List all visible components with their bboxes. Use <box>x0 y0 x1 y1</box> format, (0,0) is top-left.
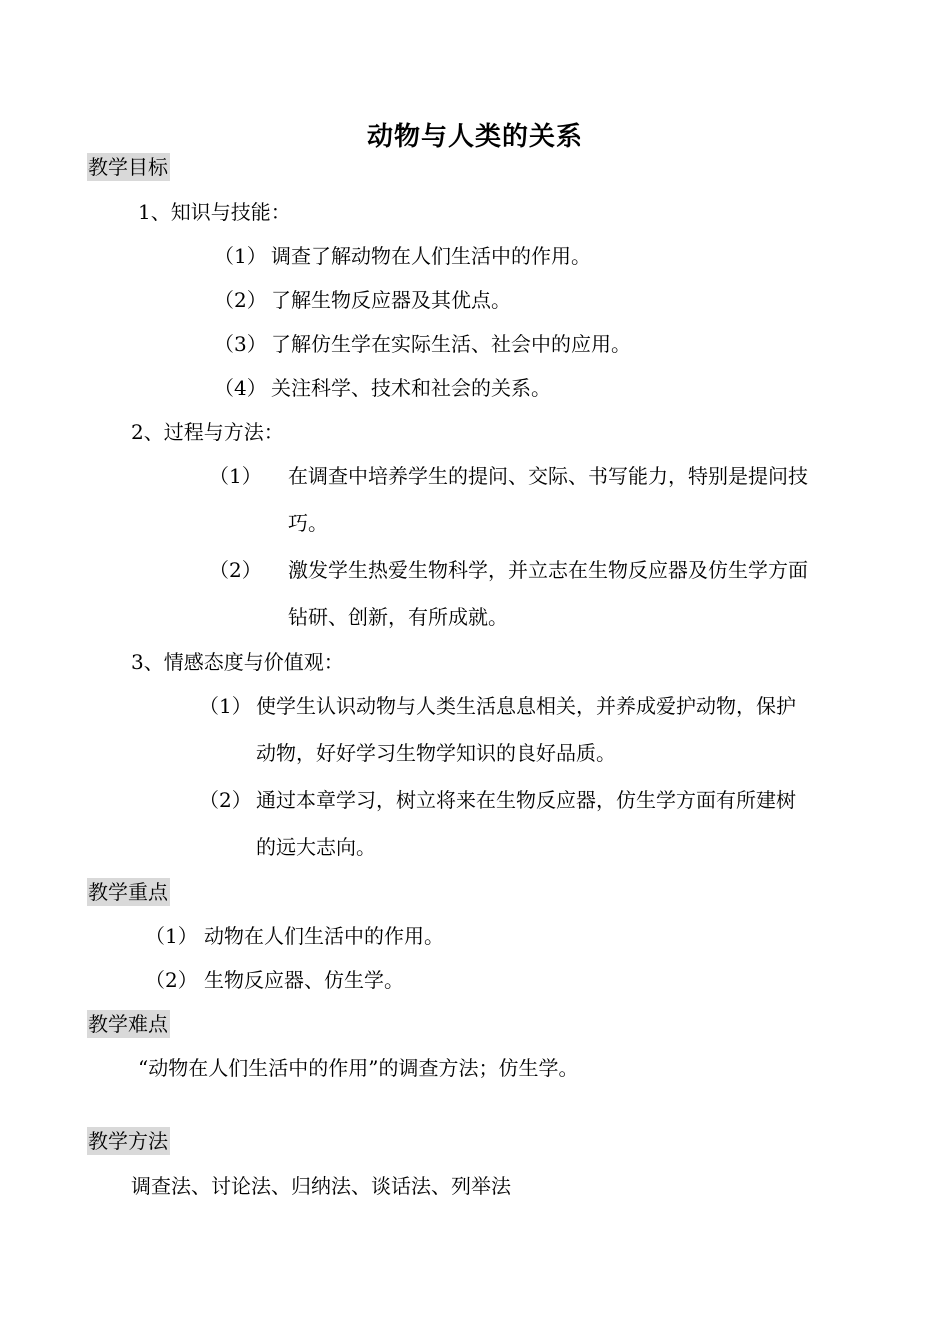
key-point-1-num: （1） <box>145 924 198 948</box>
attitude-item-1-line1: 使学生认识动物与人类生活息息相关，并养成爱护动物，保护 <box>256 694 796 718</box>
knowledge-item-3-num: （3） <box>214 332 267 356</box>
process-item-2-line1: 激发学生热爱生物科学，并立志在生物反应器及仿生学方面 <box>288 558 808 582</box>
heading-key-points: 教学重点 <box>88 880 168 904</box>
attitude-item-2-line2: 的远大志向。 <box>256 835 376 859</box>
process-label: 2、过程与方法： <box>131 420 284 444</box>
attitude-item-1-line2: 动物，好好学习生物学知识的良好品质。 <box>256 741 616 765</box>
knowledge-item-2-num: （2） <box>214 288 267 312</box>
attitude-item-2-num: （2） <box>199 788 252 812</box>
key-point-1-text: 动物在人们生活中的作用。 <box>204 924 444 948</box>
heading-difficulties: 教学难点 <box>88 1012 168 1036</box>
knowledge-item-4-num: （4） <box>214 376 267 400</box>
key-point-2-text: 生物反应器、仿生学。 <box>204 968 404 992</box>
difficulties-text: “动物在人们生活中的作用”的调查方法；仿生学。 <box>138 1056 579 1080</box>
process-item-1-num: （1） <box>209 464 262 488</box>
attitude-item-2-line1: 通过本章学习，树立将来在生物反应器，仿生学方面有所建树 <box>256 788 796 812</box>
knowledge-item-2-text: 了解生物反应器及其优点。 <box>271 288 511 312</box>
attitude-item-1-num: （1） <box>199 694 252 718</box>
process-item-1-line2: 巧。 <box>288 511 328 535</box>
key-point-2-num: （2） <box>145 968 198 992</box>
page-title: 动物与人类的关系 <box>366 122 583 152</box>
knowledge-item-4-text: 关注科学、技术和社会的关系。 <box>271 376 551 400</box>
heading-objectives: 教学目标 <box>88 155 168 179</box>
attitude-label: 3、情感态度与价值观： <box>131 650 344 674</box>
process-item-1-line1: 在调查中培养学生的提问、交际、书写能力，特别是提问技 <box>288 464 808 488</box>
process-item-2-line2: 钻研、创新，有所成就。 <box>288 605 508 629</box>
methods-text: 调查法、讨论法、归纳法、谈话法、列举法 <box>131 1174 511 1198</box>
knowledge-item-3-text: 了解仿生学在实际生活、社会中的应用。 <box>271 332 631 356</box>
process-item-2-num: （2） <box>209 558 262 582</box>
knowledge-item-1-text: 调查了解动物在人们生活中的作用。 <box>271 244 591 268</box>
knowledge-item-1-num: （1） <box>214 244 267 268</box>
knowledge-label: 1、知识与技能： <box>138 200 291 224</box>
heading-methods: 教学方法 <box>88 1129 168 1153</box>
